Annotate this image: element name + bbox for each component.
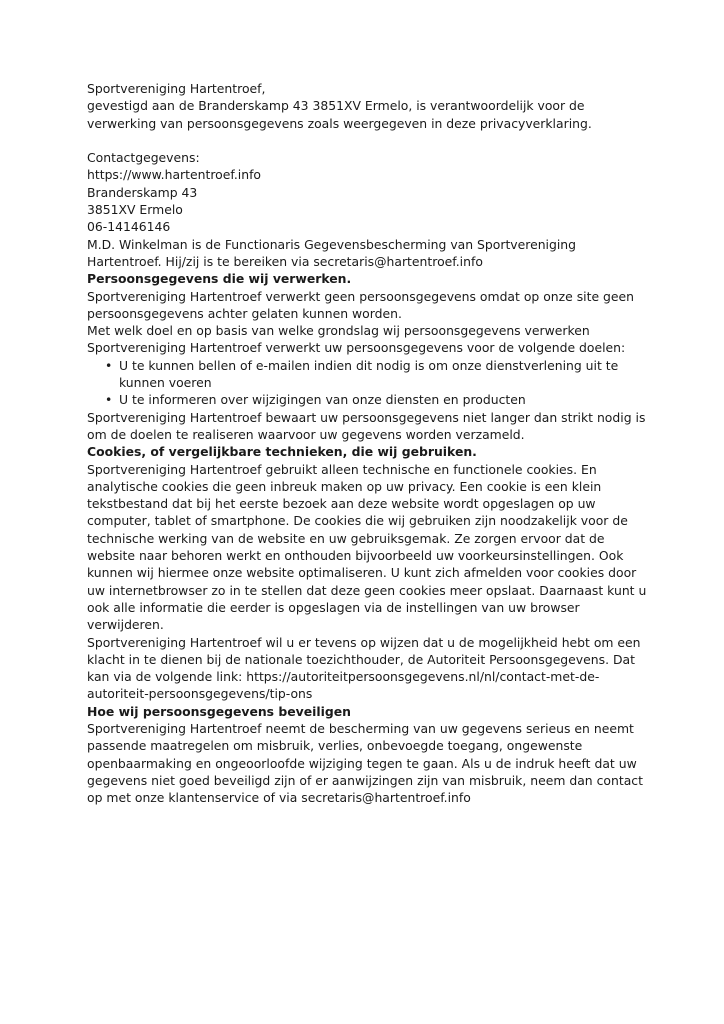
heading-personal-data: Persoonsgegevens die wij verwerken. xyxy=(87,271,352,287)
contact-label: Contactgegevens: xyxy=(87,150,200,166)
bullet-icon: • xyxy=(105,357,113,373)
contact-website: https://www.hartentroef.info xyxy=(87,167,262,183)
contact-street: Branderskamp 43 xyxy=(87,184,198,200)
data-protection-officer: M.D. Winkelman is de Functionaris Gegevensbescherming van Sportvereniging Hartentroef. Hij/zij is te bereiken via secretaris@hartentroef.info xyxy=(87,236,577,269)
personal-data-paragraph-1: Sportvereniging Hartentroef verwerkt geen persoonsgegevens omdat op onze site geen persoonsgegevens achter gelaten kunnen worden. xyxy=(87,288,634,321)
contact-postal-city: 3851XV Ermelo xyxy=(87,202,183,218)
privacy-statement xyxy=(87,80,647,806)
heading-cookies: Cookies, of vergelijkbare technieken, die wij gebruiken. xyxy=(87,444,477,460)
purposes-list xyxy=(87,357,647,409)
list-item-text: U te informeren over wijzigingen van onze diensten en producten xyxy=(119,392,526,408)
contact-phone: 06-14146146 xyxy=(87,219,171,235)
list-item xyxy=(87,391,647,408)
security-paragraph-1: Sportvereniging Hartentroef neemt de bescherming van uw gegevens serieus en neemt passende maatregelen om misbruik, verlies, onbevoegde toegang, ongewenste openbaarmaking en ongeoorloofde wijziging tegen te gaan. Als u de indruk heeft dat uw gegevens niet goed beveiligd zijn of er aanwijzingen zijn van misbruik, neem dan contact op met onze klantenservice of via secretaris@hartentroef.info xyxy=(87,720,643,806)
cookies-paragraph-1: Sportvereniging Hartentroef gebruikt alleen technische en functionele cookies. En analytische cookies die geen inbreuk maken op uw privacy. Een cookie is een klein tekstbestand dat bij het eerste bezoek aan deze website wordt opgeslagen op uw computer, tablet of smartphone. De cookies die wij gebruiken zijn noodzakelijk voor de technische werking van de website en uw gebruiksgemak. Ze zorgen ervoor dat de website naar behoren werkt en onthouden bijvoorbeeld uw voorkeursinstellingen. Ook kunnen wij hiermee onze website optimaliseren. U kunt zich afmelden voor cookies door uw internetbrowser zo in te stellen dat deze geen cookies meer opslaat. Daarnaast kunt u ook alle informatie die eerder is opgeslagen via de instellingen van uw browser verwijderen. xyxy=(87,461,647,633)
personal-data-paragraph-3: Sportvereniging Hartentroef verwerkt uw persoonsgegevens voor de volgende doelen: xyxy=(87,340,626,356)
heading-security: Hoe wij persoonsgegevens beveiligen xyxy=(87,703,351,719)
list-item xyxy=(87,357,647,392)
list-item-text: U te kunnen bellen of e-mailen indien dit nodig is om onze dienstverlening uit te kunnen voeren xyxy=(119,357,619,391)
personal-data-paragraph-4: Sportvereniging Hartentroef bewaart uw persoonsgegevens niet langer dan strikt nodig is om de doelen te realiseren waarvoor uw gegevens worden verzameld. xyxy=(87,409,646,442)
personal-data-paragraph-2: Met welk doel en op basis van welke grondslag wij persoonsgegevens verwerken xyxy=(87,323,590,339)
org-name: Sportvereniging Hartentroef, xyxy=(87,81,266,96)
bullet-icon: • xyxy=(105,392,113,408)
intro-statement: gevestigd aan de Branderskamp 43 3851XV Ermelo, is verantwoordelijk voor de verwerking van persoonsgegevens zoals weergegeven in deze privacyverklaring. xyxy=(87,98,592,131)
spacer xyxy=(87,132,647,149)
cookies-paragraph-2: Sportvereniging Hartentroef wil u er tevens op wijzen dat u de mogelijkheid hebt om een klacht in te dienen bij de nationale toezichthouder, de Autoriteit Persoonsgegevens. Dat kan via de volgende link: https://autoriteitpersoonsgegevens.nl/nl/contact-met-de-autoriteit-persoonsgegevens/tip-ons xyxy=(87,634,641,702)
